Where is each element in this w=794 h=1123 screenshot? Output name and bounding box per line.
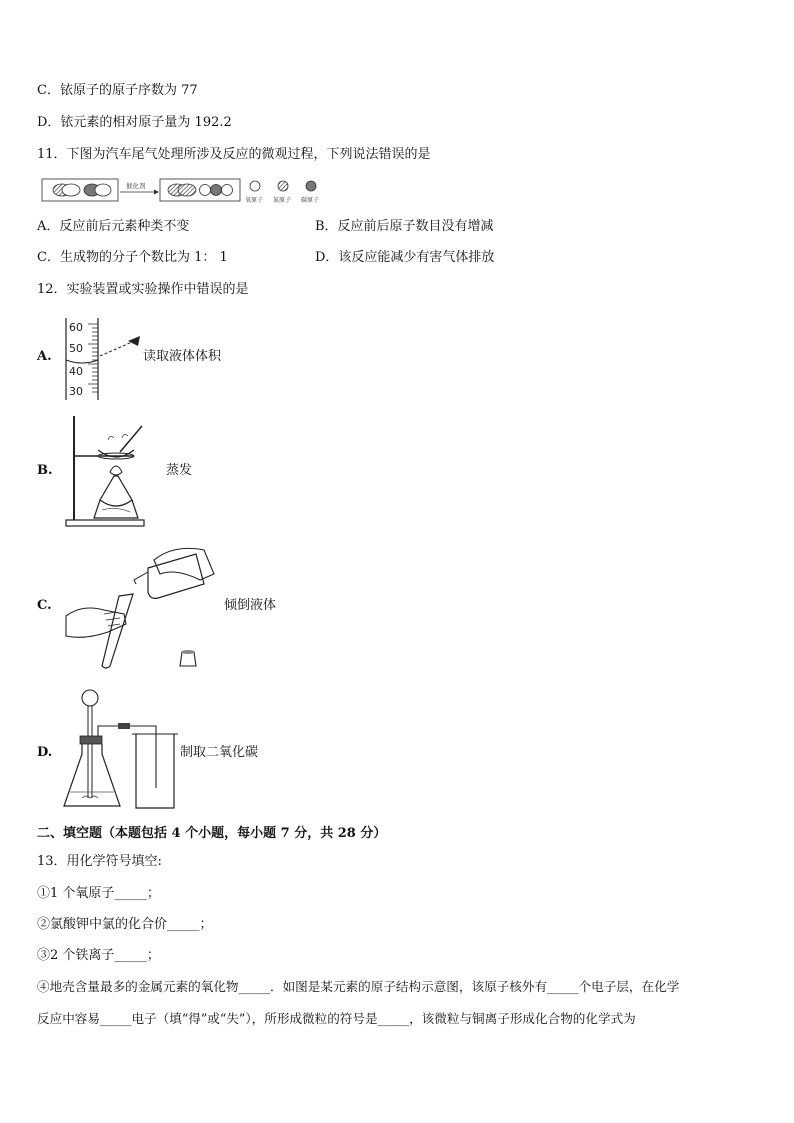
scale-40: 40 [69,365,83,378]
q13-item-2: ②氯酸钾中氯的化合价_____； [37,917,213,932]
steam [108,434,128,440]
co2-apparatus-figure [62,688,182,812]
oxygen-legend-icon [250,181,260,191]
q13-item-4-line1: ④地壳含量最多的金属元素的氧化物_____．如图是某元素的原子结构示意图，该原子核外有_____个电子层，在化学 [37,979,680,994]
test-tube [102,594,133,668]
scale-60: 60 [69,321,83,334]
q11-option-c: C．生成物的分子个数比为 1： 1 [37,250,228,265]
legend-carbon: 碳原子 [301,197,320,204]
q13-stem: 13．用化学符号填空: [37,854,162,869]
cylinder-reading-figure [60,316,150,402]
q12-option-b-label: B. [37,463,53,478]
stand-base [66,520,144,526]
q11-stem: 11．下图为汽车尾气处理所涉及反应的微观过程，下列说法错误的是 [37,147,431,162]
glass-rod [120,426,142,452]
q12-option-b-caption: 蒸发 [166,463,193,478]
q11-option-b: B．反应前后原子数目没有增减 [315,219,494,234]
scale-50: 50 [69,342,83,355]
q13-item-3: ③2 个铁离子_____； [37,948,160,963]
q11-option-a: A．反应前后元素种类不变 [37,219,190,234]
q12-option-a-caption: 读取液体体积 [143,349,222,364]
left-hand [66,608,126,637]
q12-option-c-caption: 倾倒液体 [224,598,277,613]
bottle-stopper [180,652,196,666]
delivery-tube [98,726,156,788]
scale-30: 30 [69,385,83,398]
q11-option-d: D．该反应能减少有害气体排放 [315,250,495,265]
q10-option-d: D．铱元素的相对原子量为 192.2 [37,115,232,130]
carbon-legend-icon [306,181,316,191]
q12-option-d-label: D. [37,745,53,760]
q12-stem: 12．实验装置或实验操作中错误的是 [37,282,249,297]
catalyst-label: 催化剂 [126,182,146,190]
eye-icon [128,336,140,346]
q12-option-a-label: A. [37,349,52,364]
rubber-stopper [80,736,102,744]
long-neck-funnel [82,690,98,706]
reagent-bottle [148,554,204,598]
q11-reaction-diagram [40,176,340,206]
legend-nitrogen: 氮原子 [273,197,292,204]
q13-item-1: ①1 个氧原子_____； [37,886,160,901]
sight-line [100,342,132,356]
gas-jar [136,734,174,808]
nitrogen-legend-icon [278,181,288,191]
rubber-tube [118,723,130,729]
q13-item-4-line2: 反应中容易_____电子（填“得”或“失”），所形成微粒的符号是_____，该微粒与铜离子形成化合物的化学式为 [37,1011,636,1026]
q10-option-c: C．铱原子的原子序数为 77 [37,83,198,98]
evaporation-figure [64,412,164,532]
alcohol-lamp [100,476,132,506]
section-2-heading: 二、填空题（本题包括 4 个小题，每小题 7 分，共 28 分） [37,826,387,841]
legend-oxygen: 氧原子 [245,197,264,204]
q12-option-c-label: C. [37,598,52,613]
flame [110,466,122,475]
q12-option-d-caption: 制取二氧化碳 [180,745,259,760]
pouring-figure [64,540,224,670]
